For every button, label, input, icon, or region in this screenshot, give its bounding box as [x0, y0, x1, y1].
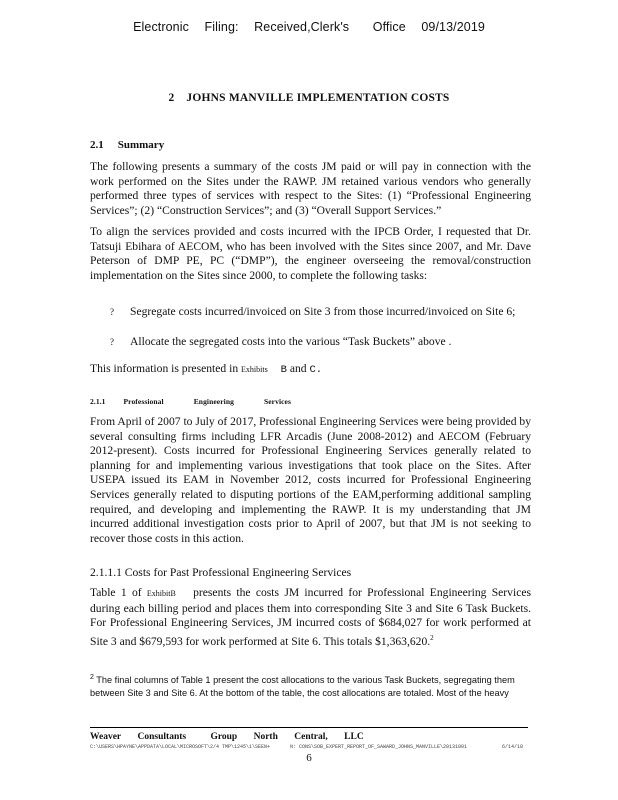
header-filing: Filing:: [204, 20, 239, 34]
company-word: LLC: [344, 732, 364, 742]
company-word: North: [253, 732, 278, 742]
subsection-word-2: Engineering: [193, 397, 234, 406]
exhibits-word: Exhibits: [241, 365, 268, 374]
subsubsection-heading: 2.1.1.1 Costs for Past Professional Engineering Services: [90, 566, 352, 579]
footnote-text: The final columns of Table 1 present the cost allocations to the various Task Buckets, segregating them between Site 3 and Site 6. At the bottom of the table, the cost allocations are totaled. Most of the heavy: [90, 675, 515, 698]
subsection-heading-pes: [90, 397, 307, 406]
past-costs-paragraph: [90, 586, 531, 649]
header-date: 09/13/2019: [421, 20, 485, 34]
summary-paragraph-1: The following presents a summary of the costs JM paid or will pay in connection with the work performed on the Sites under the RAWP. JM retained various vendors who generally performed three types of services with respect to the Sites: (1) “Professional Engineering Services”; (2) “Construction Services”; and (3) “Overall Support Services.”: [90, 160, 531, 217]
chapter-title: JOHNS MANVILLE IMPLEMENTATION COSTS: [186, 92, 450, 104]
footnote-ref: 2: [430, 633, 434, 642]
file-path-3: N: CONS\SOB_EXPERT_REPORT_OF_SAWARD_JOHNS_MANVILLE\20131001: [290, 744, 468, 750]
exhibit-b: B: [280, 364, 287, 376]
company-word: Consultants: [137, 732, 187, 742]
exhibits-and: and: [289, 362, 307, 375]
footer-company: [90, 732, 378, 742]
chapter-number: 2: [168, 92, 175, 104]
summary-paragraph-2: To align the services provided and costs incurred with the IPCB Order, I requested that Dr. Tatsuji Ebihara of AECOM, who has been involved with the Sites since 2007, and Mr. Dave Peterson of DMP PE, PC (“DMP”), the engineer overseeing the removal/construction implementation on the Sites since 2000, to complete the following tasks:: [90, 225, 531, 282]
subsection-word-3: Services: [263, 397, 292, 406]
subsection-word-1: Professional: [123, 397, 164, 406]
pes-paragraph: From April of 2007 to July of 2017, Professional Engineering Services were being provided by several consulting firms including LFR Arcadis (June 2008-2012) and AECOM (February 2012-present). Costs incurred for Professional Engineering Services generally related to planning for and implementing various investigations that took place on the Sites. After USEPA issued its EAM in November 2012, costs incurred for Professional Engineering Services generally related to disputing portions of the EAM,performing additional sampling required, and developing and implementing the RAWP. It is my understanding that JM incurred additional investigation costs prior to April of 2007, but that JM is not seeking to recover those costs in this action.: [90, 415, 531, 545]
table-ref-intro: Table 1 of: [90, 586, 142, 599]
header-office: Office: [372, 20, 406, 34]
past-costs-text: presents the costs JM incurred for Professional Engineering Services during each billing period and places them into corresponding Site 3 and Site 6 Task Buckets. For Professional Engineering Services, JM incurred costs of $684,027 for work performed at Site 3 and $679,593 for work performed at Site 6. This totals $1,363,620.: [90, 586, 531, 648]
company-word: Group: [210, 732, 238, 742]
section-number: 2.1: [90, 139, 104, 151]
exhibits-intro: This information is presented in: [90, 362, 239, 375]
subsection-number: 2.1.1: [90, 397, 106, 406]
chapter-heading: [0, 92, 618, 104]
file-path-1: C:\USERS\HPAYNE\APPDATA\LOCAL\MICROSOFT\: [90, 744, 211, 750]
file-path-2: 2/4 TMP\1245\1\SEEN+: [210, 744, 271, 750]
exhibit-c: C.: [309, 364, 323, 376]
header-received: Received,Clerk's: [254, 20, 350, 34]
page-number: 6: [306, 752, 312, 764]
bullet-icon: ?: [110, 307, 114, 317]
company-word: Central,: [294, 732, 328, 742]
section-title: Summary: [117, 139, 165, 151]
list-item-text: Segregate costs incurred/invoiced on Site 3 from those incurred/invoiced on Site 6;: [130, 305, 516, 318]
footnote-number: 2: [90, 674, 94, 681]
list-item-text: Allocate the segregated costs into the various “Task Buckets” above .: [130, 335, 452, 348]
summary-paragraph-3: [90, 362, 531, 378]
bullet-icon: ?: [110, 337, 114, 347]
footnote: [90, 672, 530, 699]
footer-date: 6/14/18: [502, 744, 524, 750]
company-word: Weaver: [90, 732, 122, 742]
exhibit-b-ref: ExhibitB: [146, 589, 176, 598]
section-heading-summary: [90, 139, 164, 151]
header-electronic: Electronic: [133, 20, 189, 34]
footer-divider: [90, 727, 528, 728]
filing-header: [0, 20, 618, 34]
